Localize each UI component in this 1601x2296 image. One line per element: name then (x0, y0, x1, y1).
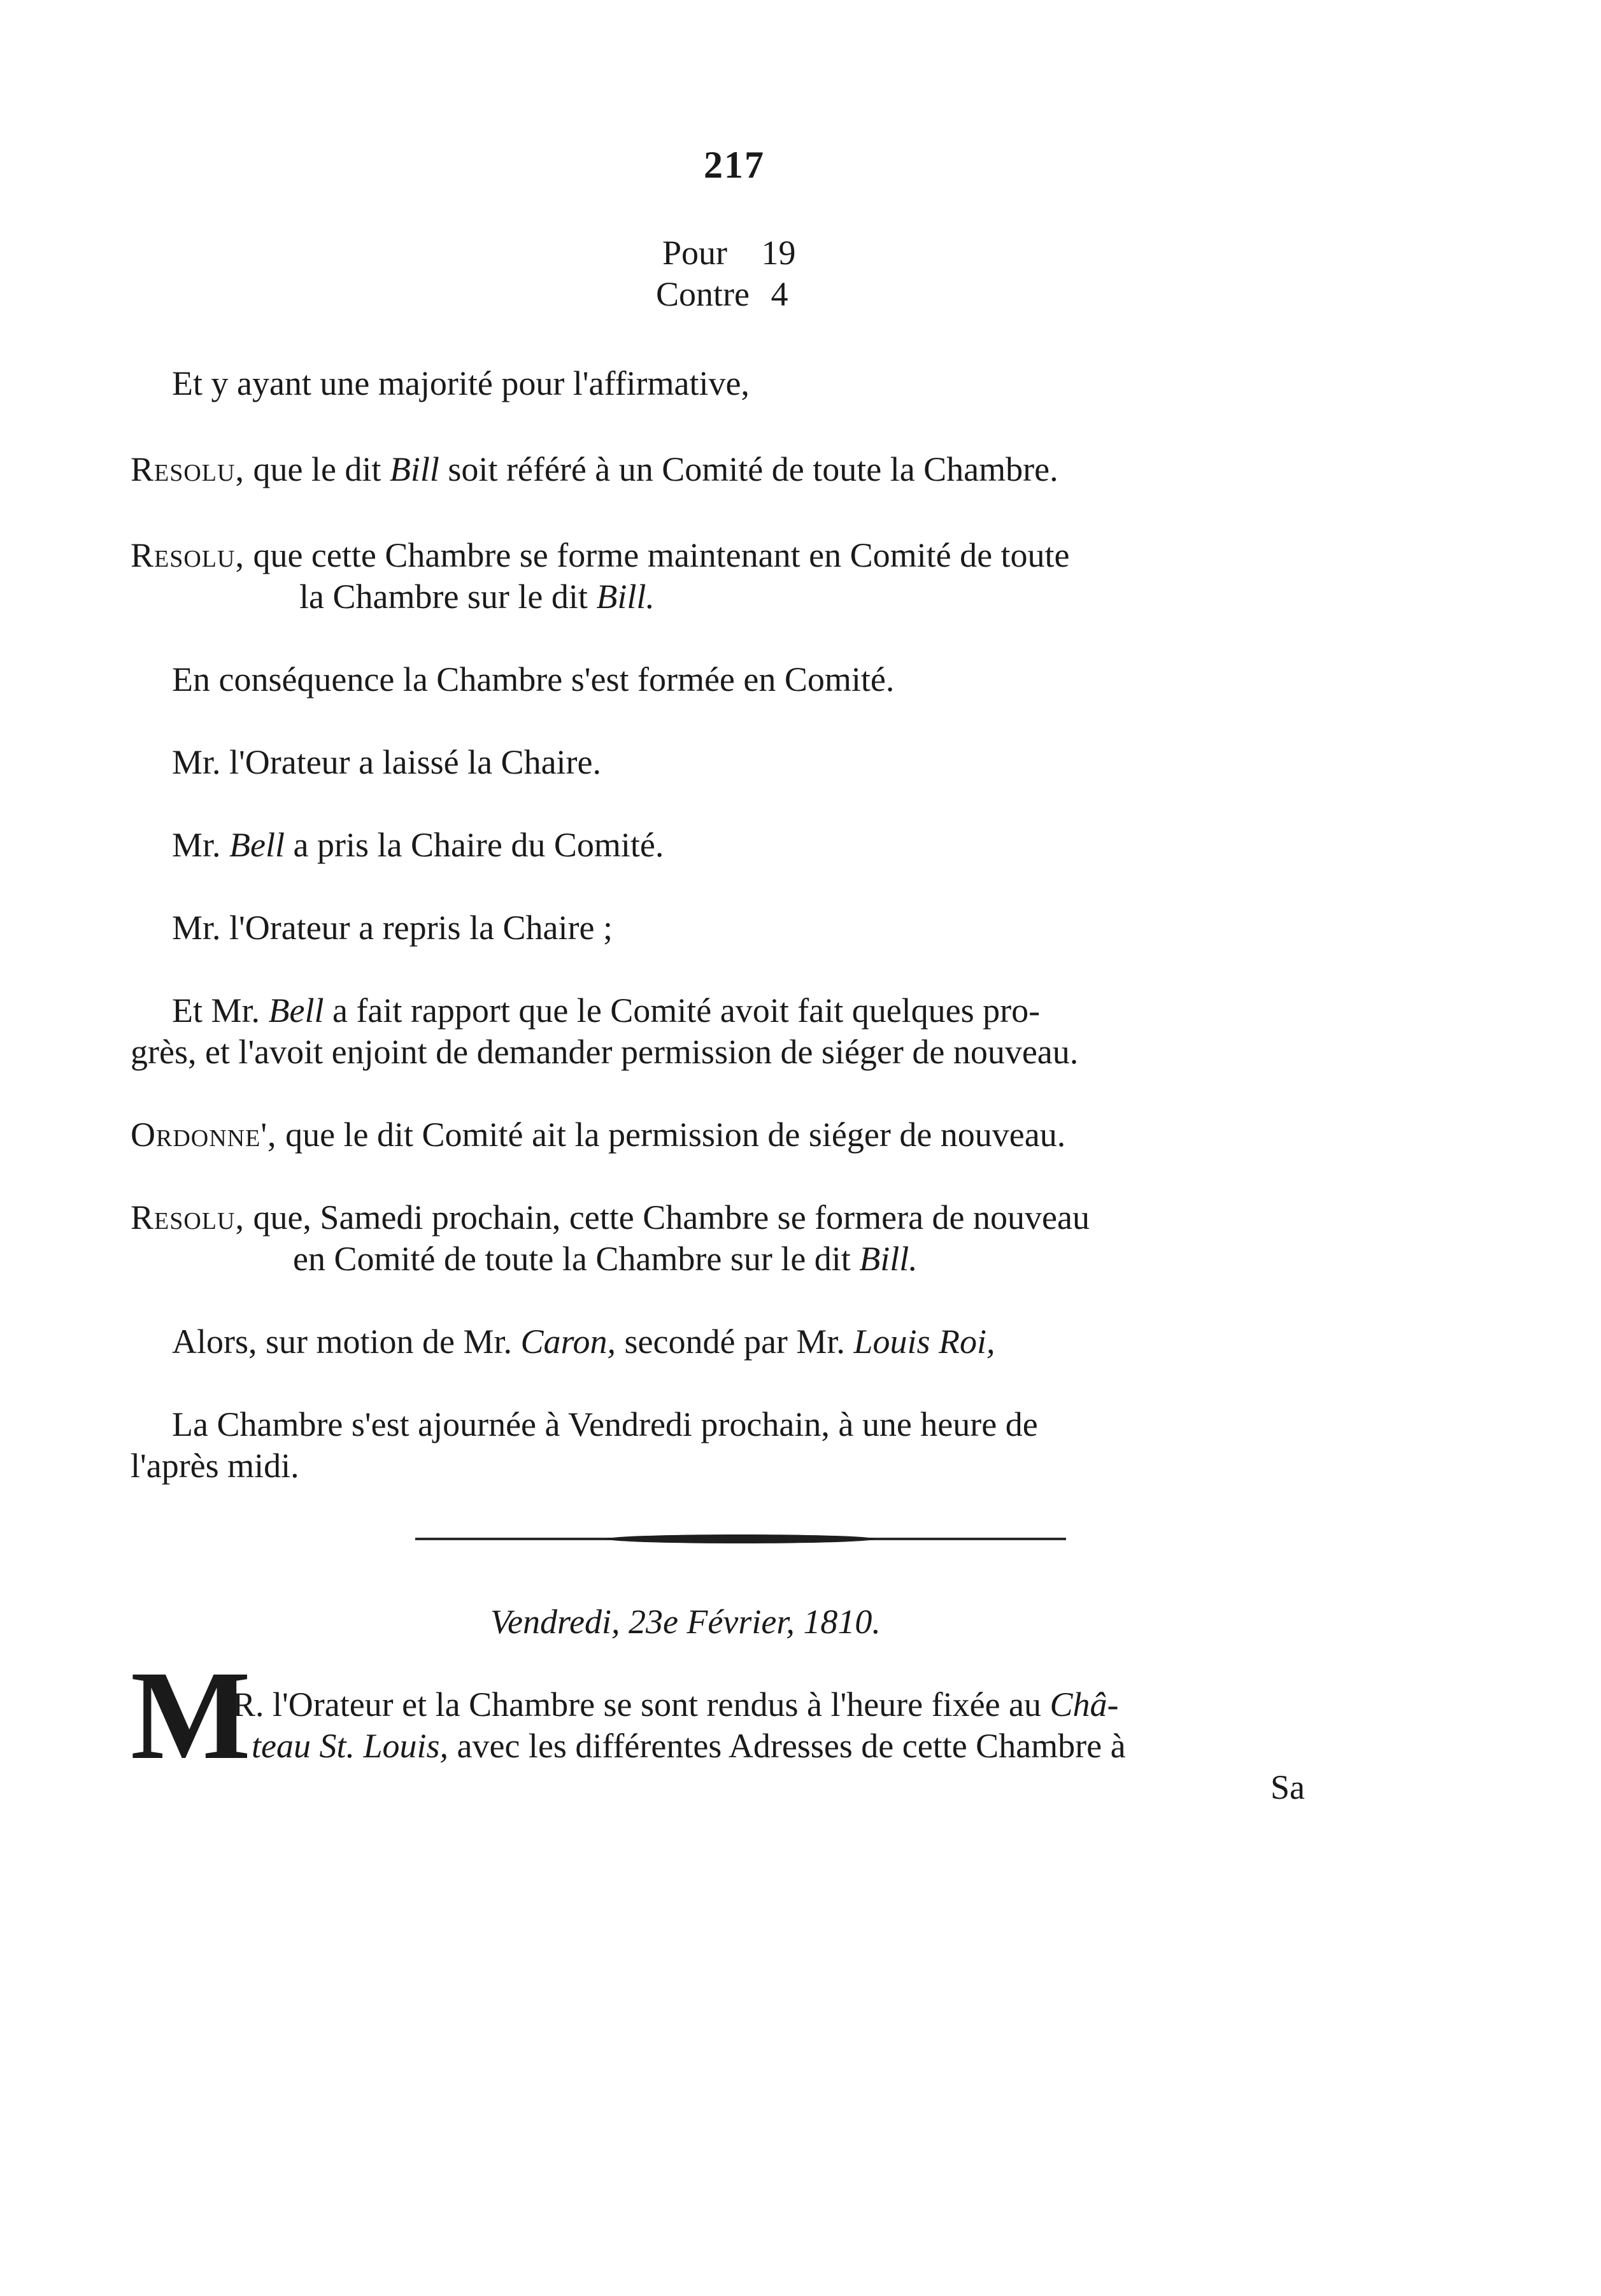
paragraph-ajournee-line2: l'après midi. (131, 1447, 299, 1485)
vote-contre-value: 4 (771, 275, 788, 313)
paragraph-ordonne (131, 1114, 1065, 1155)
chateau-italic: Châ- (1050, 1685, 1119, 1724)
paragraph-rapport-line2: grès, et l'avoit enjoint de demander permission de siéger de nouveau. (131, 1033, 1079, 1071)
rule-thick-center (606, 1534, 875, 1543)
vote-pour-label: Pour (662, 234, 728, 272)
text-fragment: avec les différentes Adresses de cette Chambre à (457, 1727, 1126, 1765)
resolu-label: Resolu, (131, 450, 245, 488)
text-fragment: que le dit Comité ait la permission de siéger de nouveau. (285, 1116, 1066, 1154)
date-heading: Vendredi, 23e Février, 1810. (490, 1603, 881, 1641)
paragraph-orateur-repris: Mr. l'Orateur a repris la Chaire ; (172, 909, 613, 947)
paragraph-motion (172, 1321, 995, 1362)
paragraph-bell-pris (172, 825, 664, 865)
paragraph-resolu-2-line2 (299, 576, 655, 617)
page-number: 217 (704, 144, 765, 186)
text-fragment: a pris la Chaire du Comité. (293, 826, 664, 864)
bell-italic: Bell (268, 991, 324, 1030)
caron-italic: Caron, (520, 1322, 616, 1361)
chateau-italic: teau St. Louis, (252, 1727, 449, 1765)
vote-contre-label: Contre (656, 275, 750, 313)
bill-italic: Bill. (596, 578, 655, 616)
bell-italic: Bell (229, 826, 285, 864)
resolu-label: Resolu, (131, 536, 245, 574)
bill-italic: Bill (389, 450, 439, 488)
final-paragraph-line1 (232, 1684, 1119, 1725)
text-fragment: en Comité de toute la Chambre sur le dit (293, 1240, 851, 1278)
paragraph-ajournee: La Chambre s'est ajournée à Vendredi prochain, à une heure de (172, 1405, 1038, 1443)
drop-cap-letter: M (131, 1645, 251, 1786)
vote-pour (662, 232, 796, 273)
text-fragment: la Chambre sur le dit (299, 578, 588, 616)
paragraph-resolu-2 (131, 535, 1070, 576)
resolu-label: Resolu, (131, 1198, 245, 1237)
text-fragment: Et Mr. (172, 991, 260, 1030)
text-fragment: a fait rapport que le Comité avoit fait quelques pro- (332, 991, 1041, 1030)
paragraph-resolu-3-line2 (293, 1238, 918, 1279)
text-fragment: Mr. (172, 826, 221, 864)
paragraph-resolu-1 (131, 449, 1058, 490)
paragraph-majority: Et y ayant une majorité pour l'affirmative, (172, 364, 750, 402)
vote-contre (656, 274, 788, 315)
final-paragraph-line2 (252, 1726, 1126, 1766)
section-divider-rule (415, 1534, 1066, 1543)
text-fragment: que, Samedi prochain, cette Chambre se formera de nouveau (253, 1198, 1090, 1237)
paragraph-rapport (172, 990, 1040, 1031)
louis-roi-italic: Louis Roi, (853, 1322, 995, 1361)
catchword: Sa (1270, 1768, 1305, 1806)
text-fragment: soit référé à un Comité de toute la Chambre. (448, 450, 1058, 488)
paragraph-consequence: En conséquence la Chambre s'est formée en Comité. (172, 660, 895, 698)
paragraph-resolu-3 (131, 1197, 1090, 1238)
text-fragment: R. l'Orateur et la Chambre se sont rendus à l'heure fixée au (232, 1685, 1042, 1724)
text-fragment: que le dit (253, 450, 381, 488)
text-fragment: secondé par Mr. (624, 1322, 845, 1361)
paragraph-orateur-laisse: Mr. l'Orateur a laissé la Chaire. (172, 743, 601, 781)
ordonne-label: Ordonne', (131, 1116, 277, 1154)
text-fragment: que cette Chambre se forme maintenant en Comité de toute (253, 536, 1070, 574)
bill-italic: Bill. (859, 1240, 918, 1278)
vote-pour-value: 19 (761, 234, 796, 272)
text-fragment: Alors, sur motion de Mr. (172, 1322, 512, 1361)
